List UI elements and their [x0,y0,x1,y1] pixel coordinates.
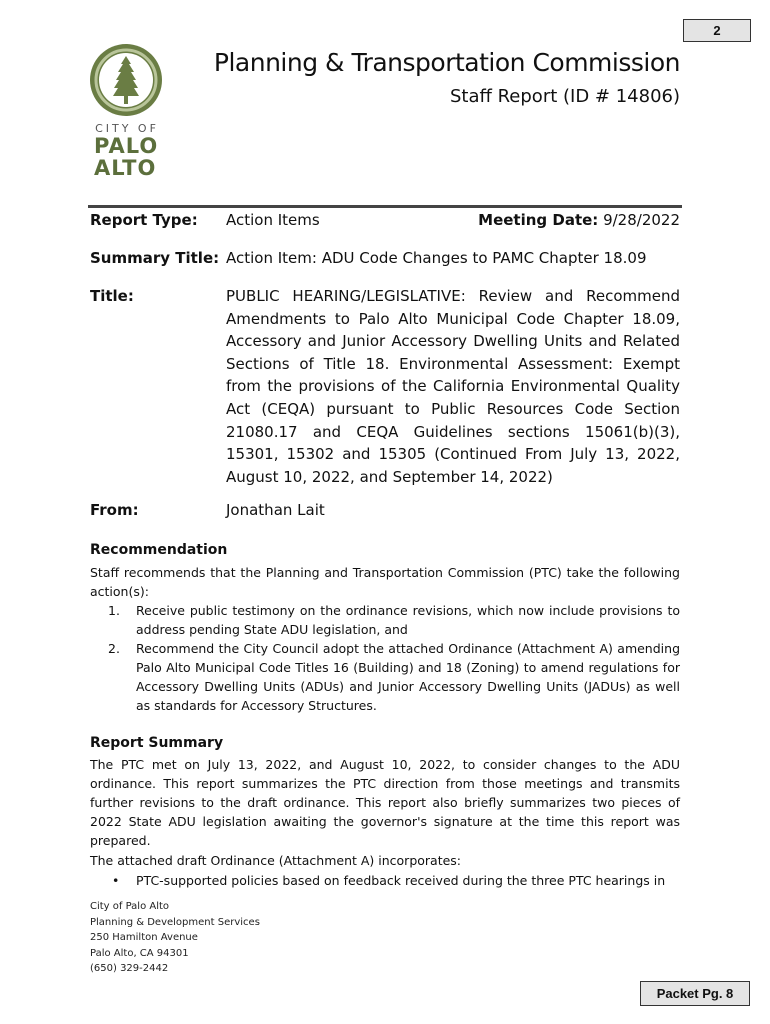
footer-address [90,899,260,977]
footer-line: (650) 329-2442 [90,963,169,975]
from-value: Jonathan Lait [226,501,325,519]
list-item [108,639,680,715]
list-item-text: Receive public testimony on the ordinance revisions, which now include provisions to address pending State ADU legislation, and [136,603,680,637]
report-summary-heading: Report Summary [90,735,224,751]
summary-title-value: Action Item: ADU Code Changes to PAMC Chapter 18.09 [226,249,647,267]
recommendation-intro: Staff recommends that the Planning and Transportation Commission (PTC) take the following action(s): [90,565,680,599]
city-logo [88,42,166,179]
title-label: Title: [90,287,134,305]
footer-line: City of Palo Alto [90,901,170,912]
document-subtitle: Staff Report (ID # 14806) [449,86,680,107]
title-value: PUBLIC HEARING/LEGISLATIVE: Review and Recommend Amendments to Palo Alto Municipal Code Chapter 18.09, Accessory and Junior Accessory Dwelling Units and Related Sections of Title 18. Environmental Assessment: Exempt from the provisions of the California Environmental Quality Act (CEQA) pursuant to Public Resources Code Section 21080.17 and CEQA Guidelines sections 15061(b)(3), 15301, 15302 and 15305 (Continued From July 13, 2022, August 10, 2022, and September 14, 2022) [226,287,680,486]
bullet-marker: • [112,873,120,888]
footer-line: 250 Hamilton Avenue [90,932,198,944]
logo-alto: ALTO [94,156,157,180]
list-item-number: 1. [108,603,120,618]
meeting-date-value: 9/28/2022 [603,211,680,229]
logo-palo: PALO [94,134,159,158]
recommendation-list [108,601,680,715]
packet-page-badge: Packet Pg. 8 [640,981,750,1006]
tree-emblem-icon [88,42,164,118]
footer-line: Palo Alto, CA 94301 [90,947,189,959]
report-summary-paragraph-2: The attached draft Ordinance (Attachment A) incorporates: [90,853,462,868]
footer-line: Planning & Development Services [90,916,260,928]
summary-title-label: Summary Title: [90,249,220,267]
list-item-number: 2. [108,641,120,656]
page-number-badge: 2 [683,19,751,42]
document-title: Planning & Transportation Commission [213,48,680,77]
recommendation-heading: Recommendation [90,542,228,558]
logo-city-of: CITY OF [95,122,159,135]
meeting-date-label: Meeting Date: [478,211,599,229]
bullet-text: PTC-supported policies based on feedback received during the three PTC hearings in [136,873,666,888]
header-divider [88,205,682,208]
meeting-date [478,211,680,229]
report-type-label: Report Type: [90,211,198,229]
report-type-value: Action Items [226,211,320,229]
incorporates-list-item [112,871,680,890]
list-item [108,601,680,639]
from-label: From: [90,501,139,519]
report-summary-paragraph: The PTC met on July 13, 2022, and August 10, 2022, to consider changes to the ADU ordinance. This report summarizes the PTC direction from those meetings and transmits further revisions to the draft ordinance. This report also briefly summarizes two pieces of 2022 State ADU legislation awaiting the governor's signature at the time this report was prepared. [90,757,680,848]
list-item-text: Recommend the City Council adopt the attached Ordinance (Attachment A) amending Palo Alto Municipal Code Titles 16 (Building) and 18 (Zoning) to amend regulations for Accessory Dwelling Units (ADUs) and Junior Accessory Dwelling Units (JADUs) as well as standards for Accessory Structures. [136,641,680,713]
